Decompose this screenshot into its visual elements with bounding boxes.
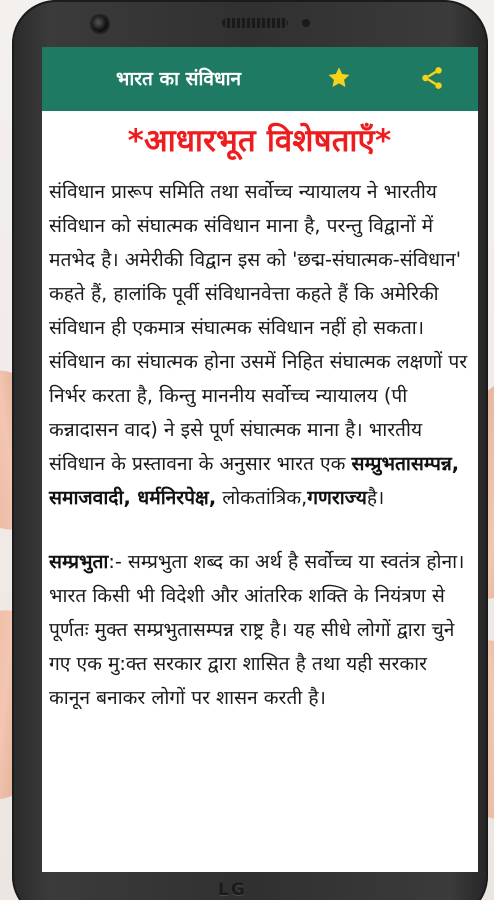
- article-heading: *आधारभूत विशेषताएँ*: [127, 123, 392, 159]
- article-paragraph-1: [49, 175, 470, 515]
- brand-logo: LG: [218, 880, 247, 900]
- paragraph-spacer: [49, 515, 470, 545]
- front-camera-icon: [92, 16, 108, 32]
- para1-text-end: है।: [366, 486, 385, 509]
- proximity-sensor: [302, 19, 310, 27]
- toolbar-title: भारत का संविधान: [116, 68, 242, 90]
- para1-bold-republic: गणराज्य: [307, 486, 367, 509]
- star-icon[interactable]: [326, 65, 352, 91]
- phone-device: [12, 0, 488, 900]
- para1-text-2: लोकतांत्रिक,: [216, 486, 308, 509]
- app-toolbar: [42, 47, 478, 111]
- para1-text: संविधान प्रारूप समिति तथा सर्वोच्च न्यायालय ने भारतीय संविधान को संघात्मक संविधान माना है, परन्तु विद्वानों में मतभेद है। अमेरीकी विद्वान इस को 'छद्म-संघात्मक-संविधान' कहते हैं, हालांकि पूर्वी संविधानवेत्ता कहते हैं कि अमेरिकी संविधान ही एकमात्र संघात्मक संविधान नहीं हो सकता। संविधान का संघात्मक होना उसमें निहित संघात्मक लक्षणों पर निर्भर करता है, किन्तु माननीय सर्वोच्च न्यायालय (पी कन्नादासन वाद) ने इसे पूर्ण संघात्मक माना है। भारतीय संविधान के प्रस्तावना के अनुसार भारत एक: [49, 180, 468, 475]
- para2-text: :- सम्प्रभुता शब्द का अर्थ है सर्वोच्च या स्वतंत्र होना। भारत किसी भी विदेशी और आंतरिक शक्ति के नियंत्रण से पूर्णतः मुक्त सम्प्रभुतासम्पन्न राष्ट्र है। यह सीधे लोगों द्वारा चुने गए एक मु:क्त सरकार द्वारा शासित है तथा यही सरकार कानून बनाकर लोगों पर शासन करती है।: [49, 550, 465, 709]
- phone-bottom-bezel: [12, 872, 488, 900]
- share-icon[interactable]: [419, 65, 445, 91]
- phone-top-bezel: [12, 0, 488, 46]
- article-paragraph-2: [49, 545, 470, 715]
- app-screen: [42, 47, 478, 872]
- article-content: [42, 111, 478, 715]
- earpiece-speaker: [222, 18, 288, 28]
- para2-lead-term: सम्प्रभुता: [49, 550, 109, 573]
- para1-bold-terms: सम्प्रुभतासम्पन्न, समाजवादी, धर्मनिरपेक्ष,: [49, 452, 460, 509]
